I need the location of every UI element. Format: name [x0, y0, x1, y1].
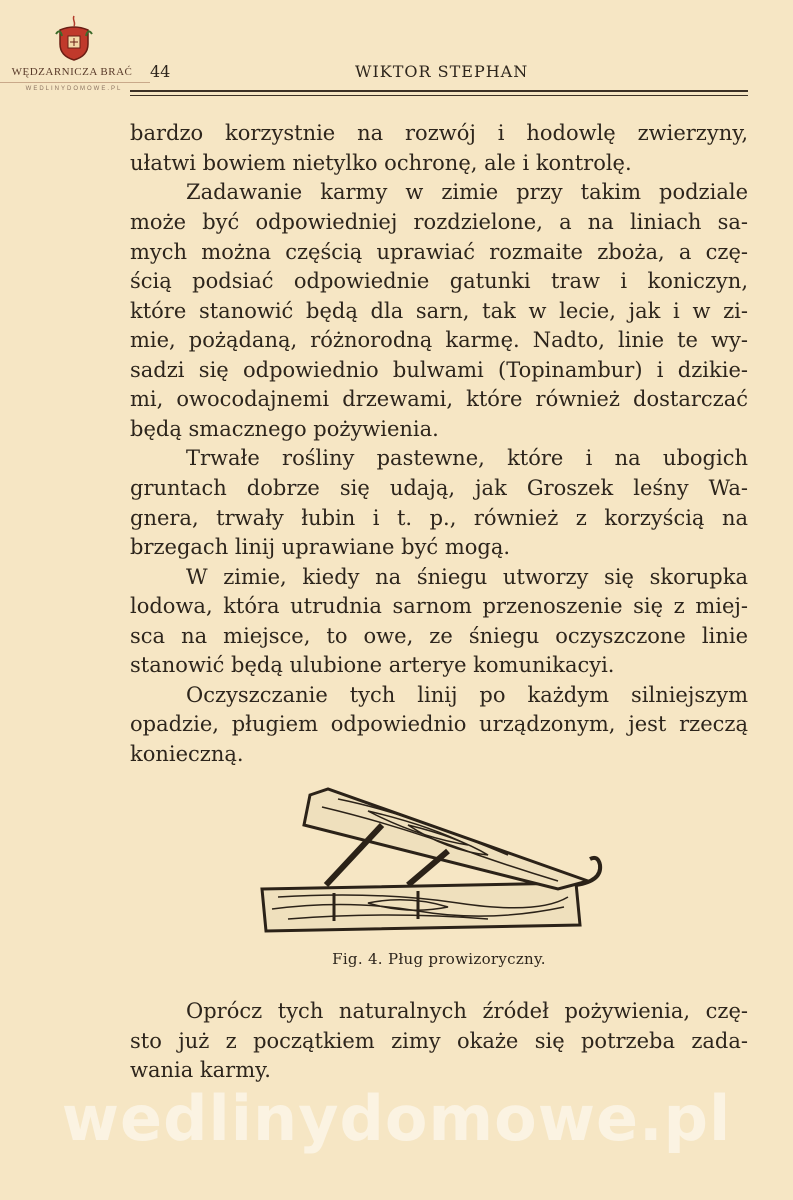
text-line: stanowić będą ulubione arterye komunikacyi. [130, 653, 615, 677]
header-rule [130, 90, 748, 92]
text-line: które stanowić będą dla sarn, tak w lecie, jak i w zi- [130, 299, 748, 323]
text-line: będą smacznego pożywienia. [130, 417, 439, 441]
text-line: Trwałe rośliny pastewne, które i na ubogich [186, 446, 748, 470]
text-line: mie, pożądaną, różnorodną karmę. Nadto, linie te wy- [130, 328, 748, 352]
brand-site: WEDLINYDOMOWE.PL [25, 86, 123, 92]
text-line: opadzie, pługiem odpowiednio urządzonym, jest rzeczą [130, 712, 748, 736]
text-line: Oprócz tych naturalnych źródeł pożywienia, czę- [186, 999, 748, 1023]
text-line: brzegach linij uprawiane być mogą. [130, 535, 511, 559]
brand-name: WĘDZARNICZA BRAĆ [11, 66, 133, 78]
text-line: Zadawanie karmy w zimie przy takim podziale [186, 180, 748, 204]
brand-divider [0, 82, 150, 83]
site-watermark: wedlinydomowe.pl [61, 1082, 732, 1155]
text-line: W zimie, kiedy na śniegu utworzy się skorupka [186, 565, 748, 589]
text-line: ułatwi bowiem nietylko ochronę, ale i kontrolę. [130, 151, 632, 175]
text-line: gruntach dobrze się udają, jak Groszek leśny Wa- [130, 476, 748, 500]
text-line: lodowa, która utrudnia sarnom przenoszenie się z miej- [130, 594, 748, 618]
text-line: Oczyszczanie tych linij po każdym silniejszym [186, 683, 748, 707]
text-line: konieczną. [130, 742, 244, 766]
plough-illustration [258, 785, 608, 933]
text-line: ścią podsiać odpowiednie gatunki traw i koniczyn, [130, 269, 748, 293]
text-line: gnera, trwały łubin i t. p., również z korzyścią na [130, 506, 748, 530]
text-line: wania karmy. [130, 1058, 271, 1082]
figure-caption: Fig. 4. Pług prowizoryczny. [332, 950, 546, 968]
text-line: mych można częścią uprawiać rozmaite zboża, a czę- [130, 240, 748, 264]
text-line: mi, owocodajnemi drzewami, które również dostarczać [130, 387, 748, 411]
text-line: sadzi się odpowiednio bulwami (Topinambur) i dzikie- [130, 358, 748, 382]
text-line: może być odpowiedniej rozdzielone, a na liniach sa- [130, 210, 748, 234]
text-line: bardzo korzystnie na rozwój i hodowlę zwierzyny, [130, 121, 748, 145]
coat-of-arms-logo [54, 14, 94, 62]
page-number: 44 [150, 62, 171, 81]
header-rule-thin [130, 95, 748, 96]
running-head: WIKTOR STEPHAN [355, 62, 529, 81]
text-line: sto już z początkiem zimy okaże się potrzeba zada- [130, 1029, 748, 1053]
text-line: sca na miejsce, to owe, ze śniegu oczyszczone linie [130, 624, 748, 648]
